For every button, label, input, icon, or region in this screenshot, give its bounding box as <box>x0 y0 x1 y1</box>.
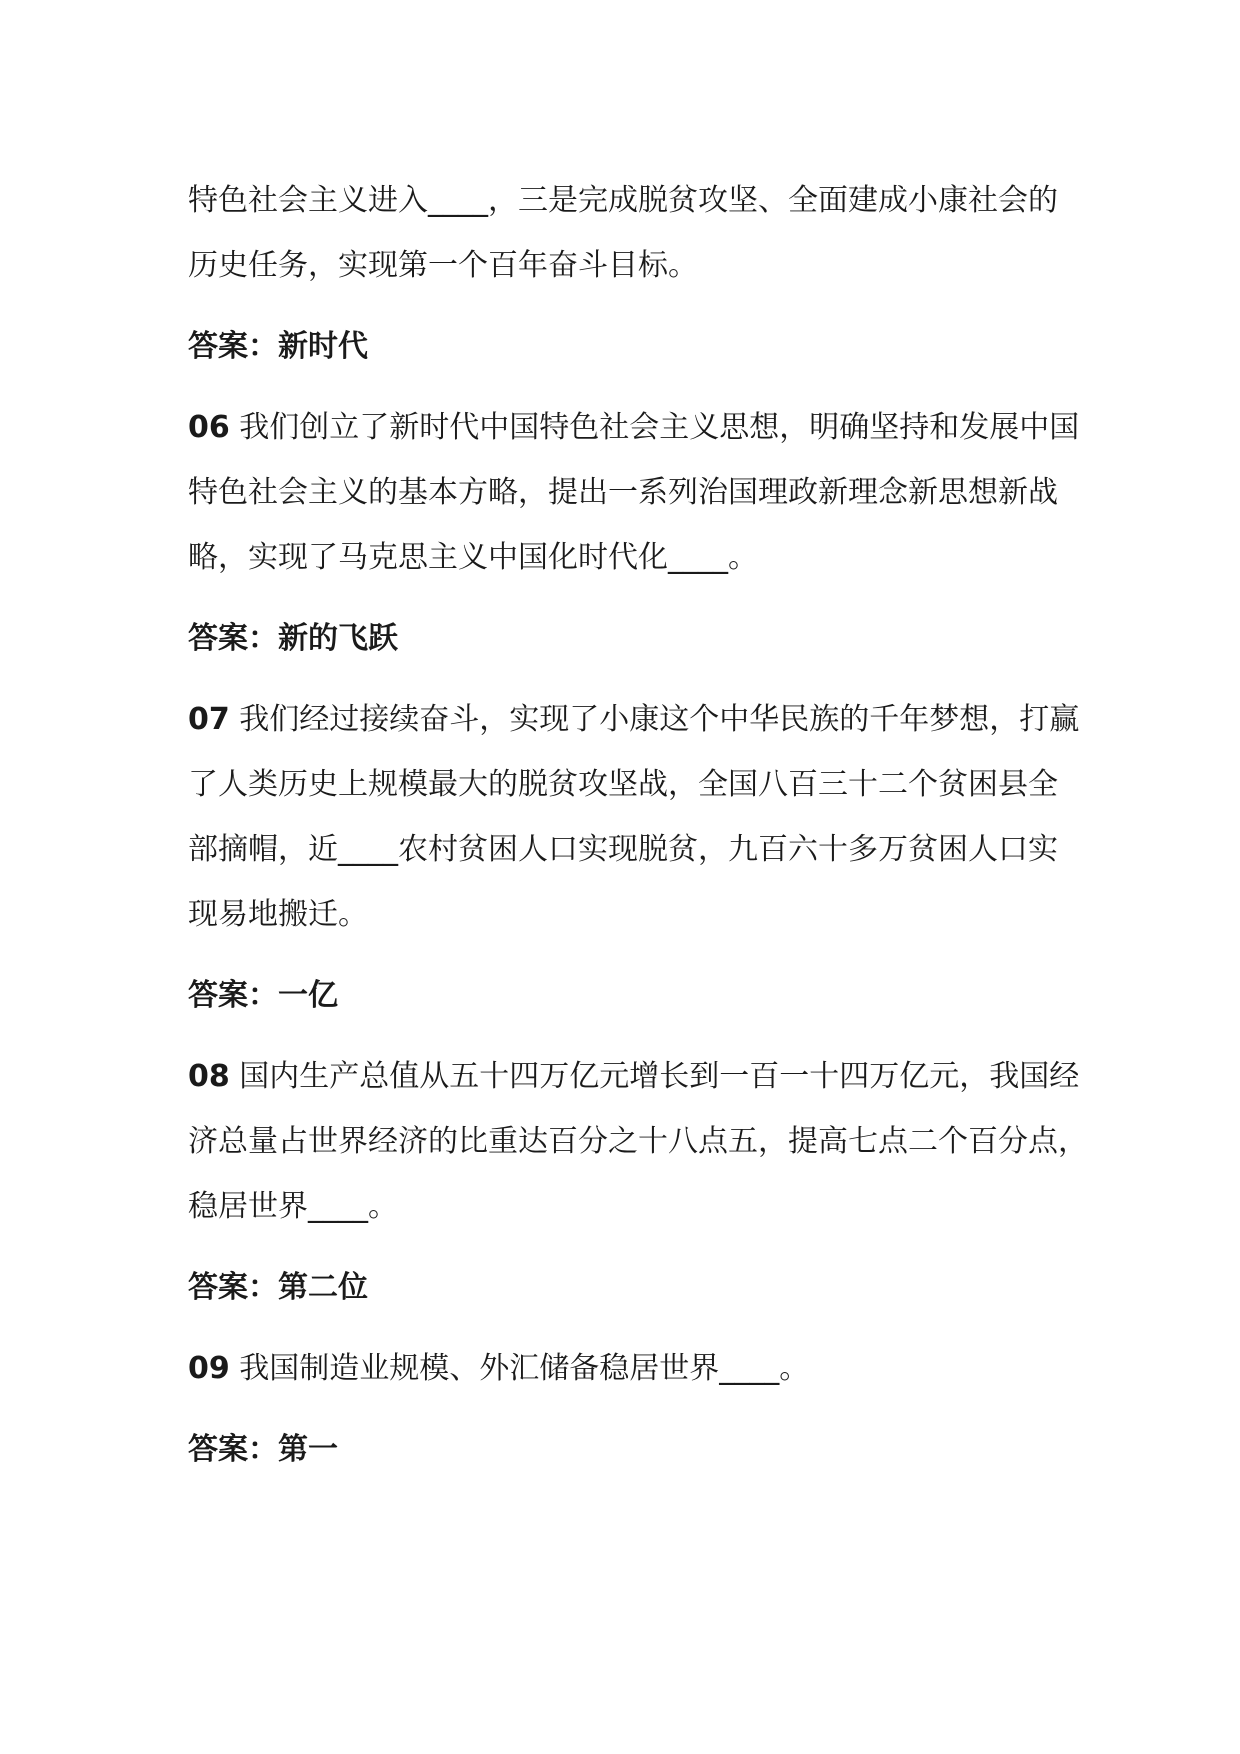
answer-line: 答案：第二位 <box>188 1270 368 1305</box>
paragraph-line: 略，实现了马克思主义中国化时代化____。 <box>188 540 758 575</box>
paragraph-line <box>188 687 1088 752</box>
question-paragraph-06 <box>188 395 1088 590</box>
question-number: 08 <box>188 1059 230 1094</box>
paragraph-line <box>188 395 1088 460</box>
question-paragraph-continued <box>188 168 1088 298</box>
paragraph-line <box>188 1336 1088 1401</box>
paragraph-line: 部摘帽，近____农村贫困人口实现脱贫，九百六十多万贫困人口实 <box>188 832 1058 867</box>
question-text: 国内生产总值从五十四万亿元增长到一百一十四万亿元，我国经 <box>229 1059 1080 1094</box>
paragraph-line: 了人类历史上规模最大的脱贫攻坚战，全国八百三十二个贫困县全 <box>188 767 1058 802</box>
question-text: 我们创立了新时代中国特色社会主义思想，明确坚持和发展中国 <box>229 410 1080 445</box>
answer-line: 答案：新时代 <box>188 329 368 364</box>
answer-line: 答案：一亿 <box>188 978 338 1013</box>
paragraph-line: 稳居世界____。 <box>188 1189 398 1224</box>
question-paragraph-08 <box>188 1044 1088 1239</box>
paragraph-line: 特色社会主义的基本方略，提出一系列治国理政新理念新思想新战 <box>188 475 1058 510</box>
answer-line: 答案：新的飞跃 <box>188 621 398 656</box>
document-content <box>188 168 1088 1498</box>
paragraph-line: 历史任务，实现第一个百年奋斗目标。 <box>188 248 698 283</box>
answer-line: 答案：第一 <box>188 1432 338 1467</box>
paragraph-line: 特色社会主义进入____，三是完成脱贫攻坚、全面建成小康社会的 <box>188 183 1058 218</box>
question-paragraph-09 <box>188 1336 1088 1401</box>
question-number: 07 <box>188 702 230 737</box>
paragraph-line: 现易地搬迁。 <box>188 897 368 932</box>
question-text: 我们经过接续奋斗，实现了小康这个中华民族的千年梦想，打赢 <box>229 702 1080 737</box>
question-number: 09 <box>188 1351 230 1386</box>
question-number: 06 <box>188 410 230 445</box>
paragraph-line <box>188 1044 1088 1109</box>
question-paragraph-07 <box>188 687 1088 947</box>
paragraph-line: 济总量占世界经济的比重达百分之十八点五，提高七点二个百分点， <box>188 1124 1088 1159</box>
question-text: 我国制造业规模、外汇储备稳居世界____。 <box>229 1351 810 1386</box>
